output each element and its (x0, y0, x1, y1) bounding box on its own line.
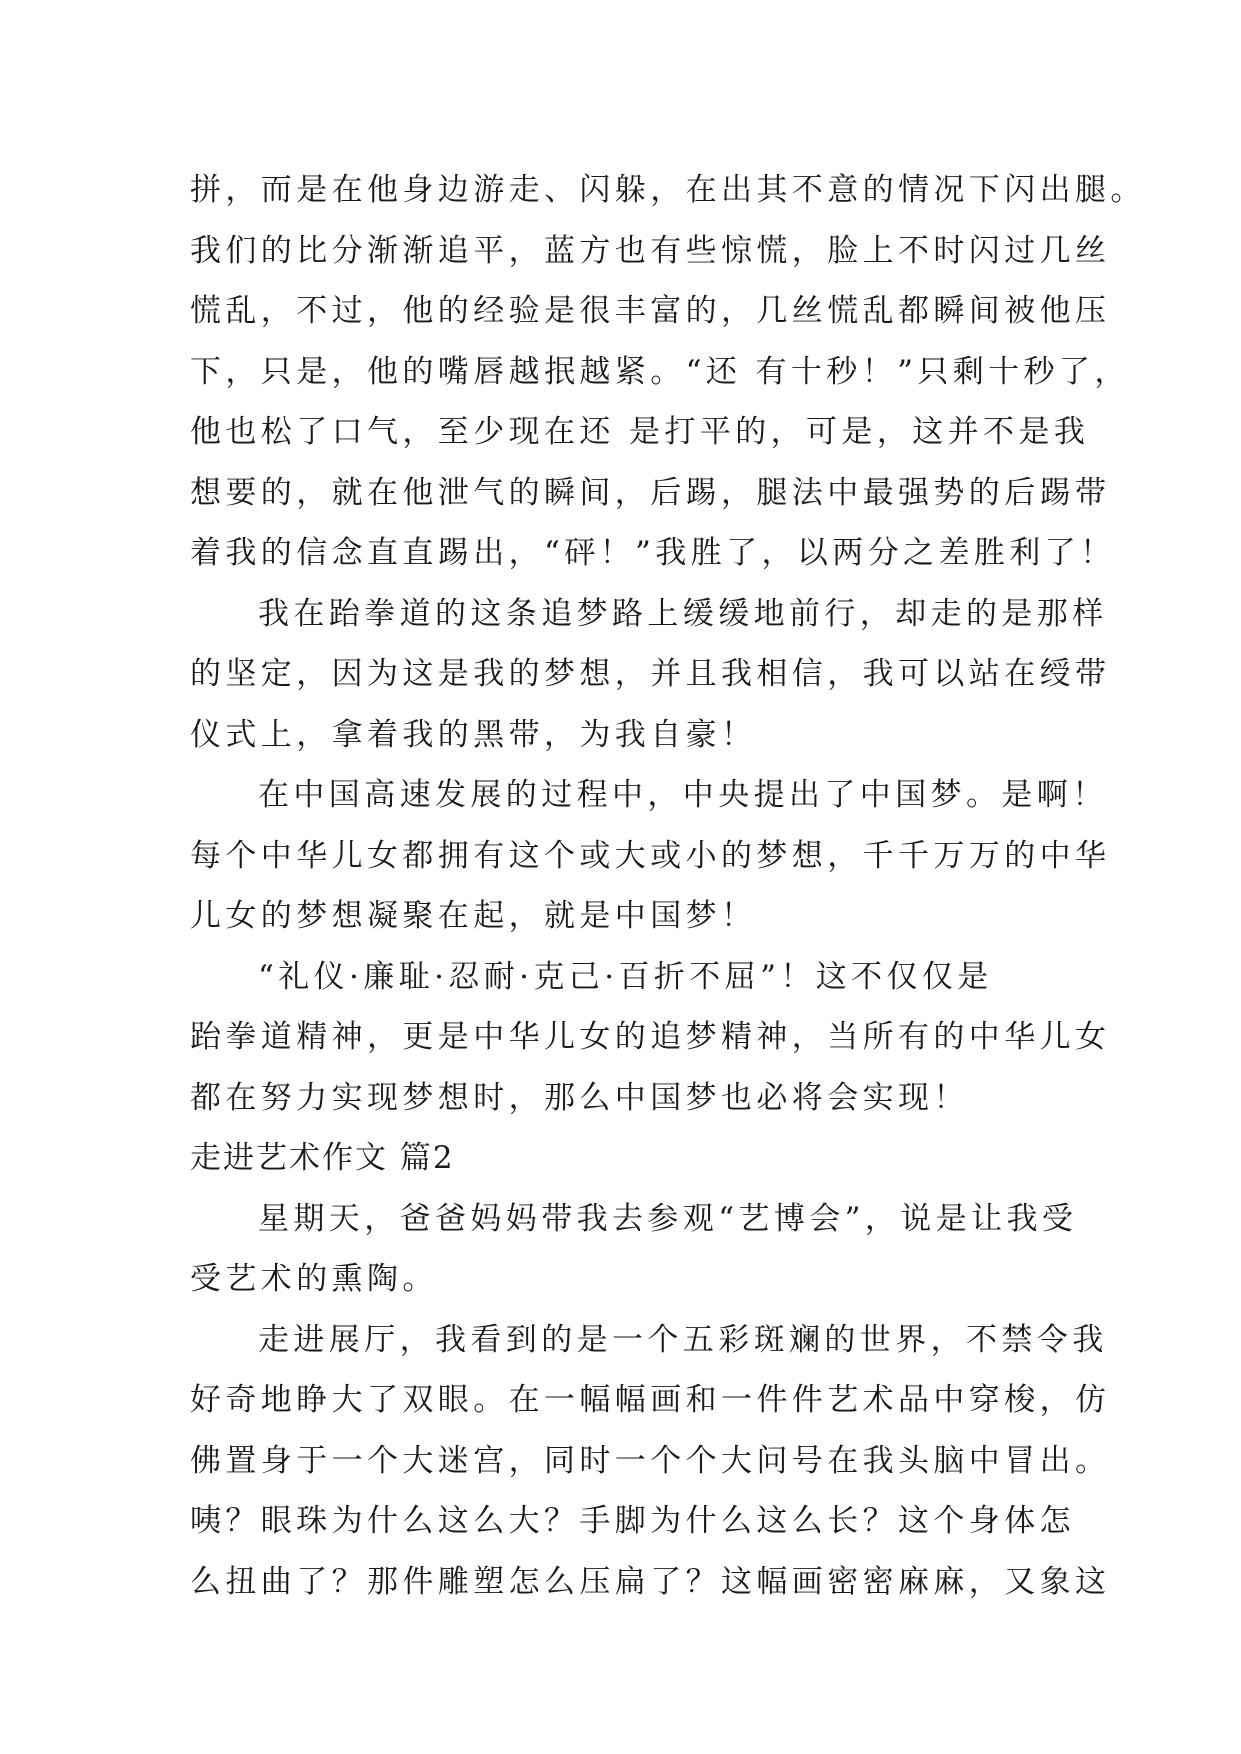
text-line: 每个中华儿女都拥有这个或大或小的梦想，千千万万的中华 (190, 837, 1111, 874)
text-line: 我们的比分渐渐追平，蓝方也有些惊慌，脸上不时闪过几丝 (190, 232, 1111, 269)
text-line: 好奇地睁大了双眼。在一幅幅画和一件件艺术品中穿梭，仿 (190, 1382, 1111, 1418)
text-line: 受艺术的熏陶。 (190, 1261, 438, 1297)
text-line: 都在努力实现梦想时，那么中国梦也必将会实现！ (190, 1079, 969, 1116)
text-line: 么扭曲了？那件雕塑怎么压扁了？这幅画密密麻麻，又象这 (190, 1563, 1111, 1600)
document-body (190, 160, 1146, 1612)
text-line: 佛置身于一个大迷宫，同时一个个大问号在我头脑中冒出。 (190, 1442, 1111, 1479)
paragraph-first-line: “礼仪·廉耻·忍耐·克己·百折不屈”！这不仅仅是 (258, 958, 993, 995)
paragraph-first-line: 在中国高速发展的过程中，中央提出了中国梦。是啊！ (258, 777, 1108, 813)
text-line: 下，只是，他的嘴唇越抿越紧。“还 有十秒！”只剩十秒了， (190, 353, 1130, 390)
paragraph-first-line: 走进展厅，我看到的是一个五彩斑斓的世界，不禁令我 (258, 1321, 1108, 1358)
text-line: 想要的，就在他泄气的瞬间，后踢，腿法中最强势的后踢带 (190, 474, 1111, 511)
paragraph-first-line: 星期天，爸爸妈妈带我去参观“艺博会”，说是让我受 (258, 1200, 1078, 1237)
text-line: 的坚定，因为这是我的梦想，并且我相信，我可以站在绶带 (190, 656, 1111, 692)
text-line: 着我的信念直直踢出，“砰！”我胜了，以两分之差胜利了！ (190, 535, 1116, 571)
text-line: 跆拳道精神，更是中华儿女的追梦精神，当所有的中华儿女 (190, 1019, 1111, 1055)
text-line: 慌乱，不过，他的经验是很丰富的，几丝慌乱都瞬间被他压 (190, 293, 1111, 329)
text-line: 仪式上，拿着我的黑带，为我自豪！ (190, 716, 757, 753)
text-line: 儿女的梦想凝聚在起，就是中国梦！ (190, 898, 757, 934)
section-heading: 走进艺术作文 篇2 (190, 1140, 455, 1176)
text-line: 咦？眼珠为什么这么大？手脚为什么这么长？这个身体怎 (190, 1503, 1075, 1539)
text-line: 拼，而是在他身边游走、闪躲，在出其不意的情况下闪出腿。 (190, 172, 1146, 208)
paragraph-first-line: 我在跆拳道的这条追梦路上缓缓地前行，却走的是那样 (258, 595, 1108, 632)
text-line: 他也松了口气，至少现在还 是打平的，可是，这并不是我 (190, 414, 1090, 450)
